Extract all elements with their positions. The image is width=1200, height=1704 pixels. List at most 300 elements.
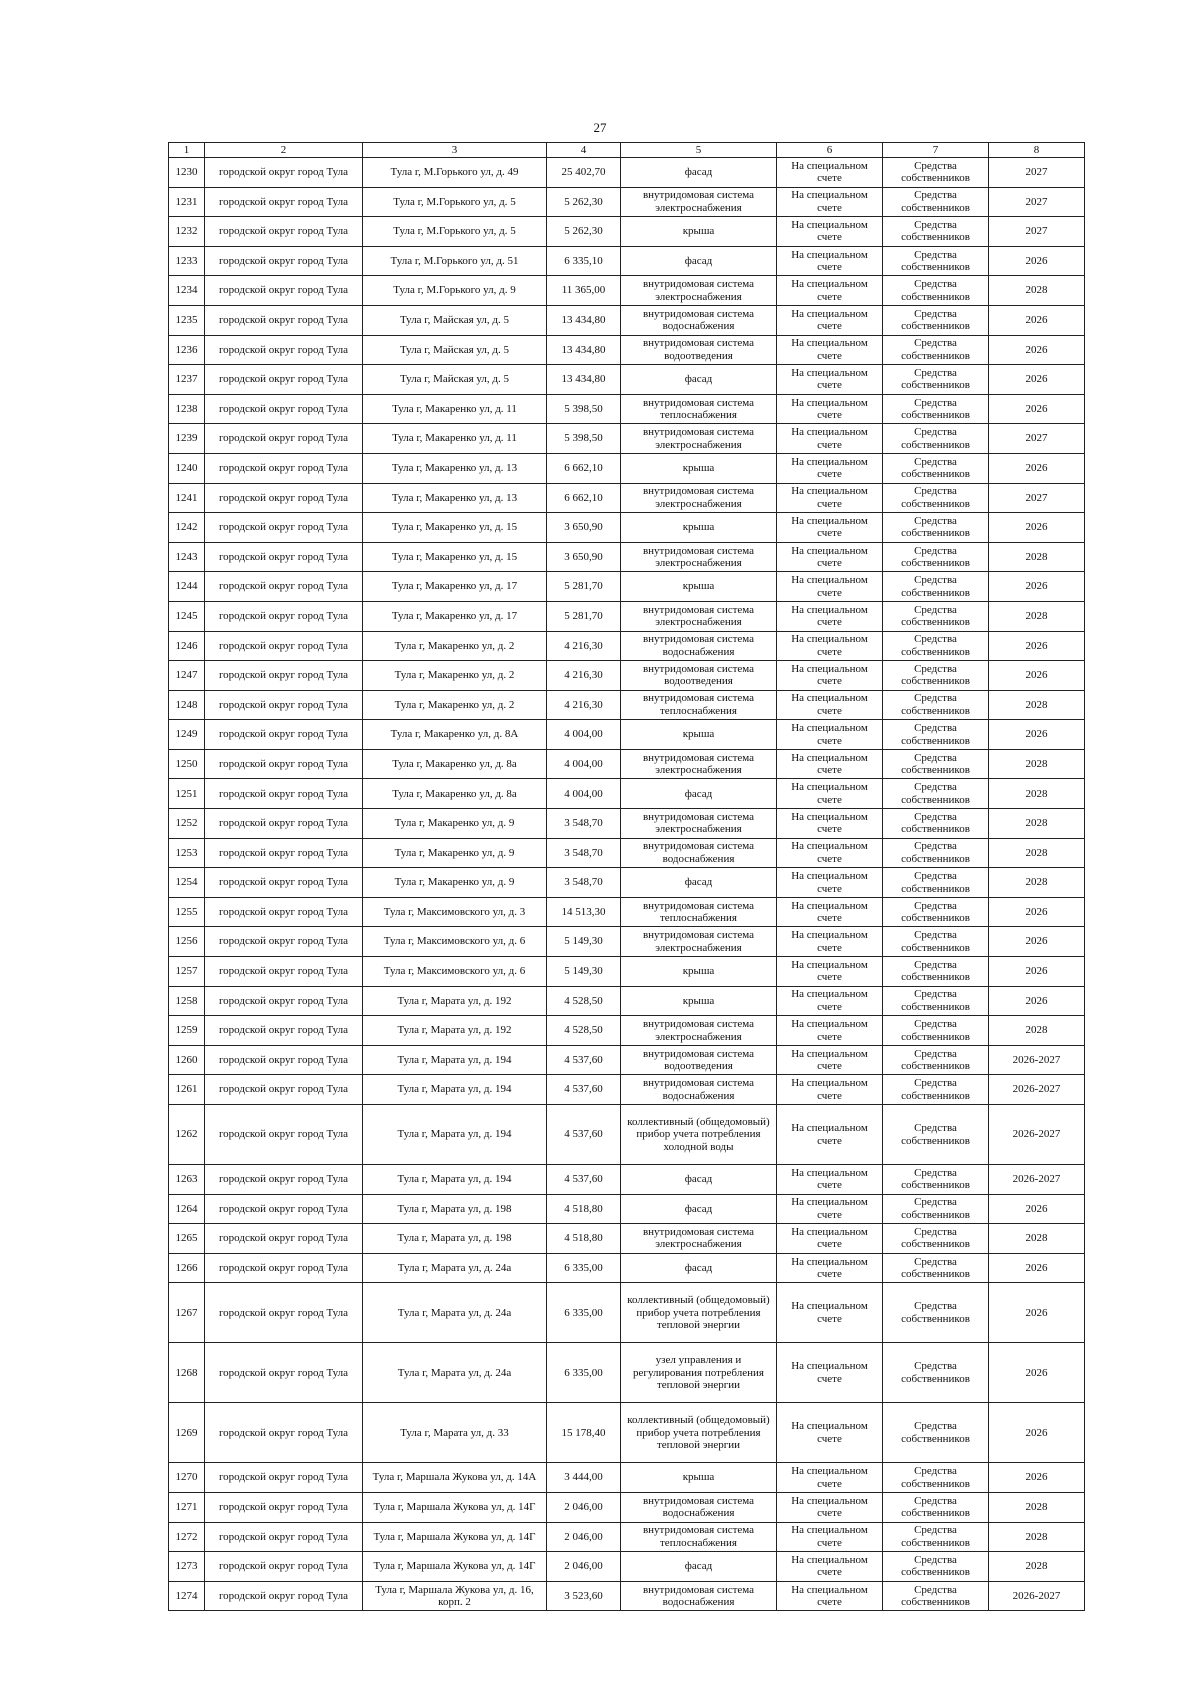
funding-source-cell: Средства собственников — [883, 779, 989, 809]
municipality-cell: городской округ город Тула — [205, 868, 363, 898]
fund-method-cell: На специальном счете — [777, 158, 883, 188]
funding-source-cell: Средства собственников — [883, 513, 989, 543]
row-number-cell: 1251 — [169, 779, 205, 809]
fund-method-cell: На специальном счете — [777, 1224, 883, 1254]
funding-source-cell: Средства собственников — [883, 661, 989, 691]
address-cell: Тула г, Макаренко ул, д. 13 — [363, 453, 547, 483]
address-cell: Тула г, Марата ул, д. 198 — [363, 1194, 547, 1224]
table-row — [169, 542, 1085, 572]
municipality-cell: городской округ город Тула — [205, 1581, 363, 1611]
area-value-cell: 3 548,70 — [547, 868, 621, 898]
address-cell: Тула г, Марата ул, д. 194 — [363, 1105, 547, 1165]
municipality-cell: городской округ город Тула — [205, 809, 363, 839]
work-type-cell: внутридомовая система водоснабжения — [621, 1492, 777, 1522]
funding-source-cell: Средства собственников — [883, 986, 989, 1016]
address-cell: Тула г, Макаренко ул, д. 2 — [363, 690, 547, 720]
municipality-cell: городской округ город Тула — [205, 1105, 363, 1165]
work-type-cell: внутридомовая система водоотведения — [621, 1045, 777, 1075]
work-type-cell: фасад — [621, 158, 777, 188]
year-cell: 2026 — [989, 1343, 1085, 1403]
area-value-cell: 2 046,00 — [547, 1552, 621, 1582]
funding-source-cell: Средства собственников — [883, 809, 989, 839]
year-cell: 2026 — [989, 513, 1085, 543]
work-type-cell: внутридомовая система электроснабжения — [621, 927, 777, 957]
work-type-cell: фасад — [621, 779, 777, 809]
municipality-cell: городской округ город Тула — [205, 1492, 363, 1522]
address-cell: Тула г, Макаренко ул, д. 13 — [363, 483, 547, 513]
funding-source-cell: Средства собственников — [883, 305, 989, 335]
area-value-cell: 5 398,50 — [547, 394, 621, 424]
municipality-cell: городской округ город Тула — [205, 217, 363, 247]
work-type-cell: крыша — [621, 957, 777, 987]
fund-method-cell: На специальном счете — [777, 1165, 883, 1195]
work-type-cell: крыша — [621, 513, 777, 543]
address-cell: Тула г, Марата ул, д. 33 — [363, 1403, 547, 1463]
area-value-cell: 5 281,70 — [547, 572, 621, 602]
funding-source-cell: Средства собственников — [883, 897, 989, 927]
row-number-cell: 1259 — [169, 1016, 205, 1046]
area-value-cell: 4 528,50 — [547, 1016, 621, 1046]
work-type-cell: внутридомовая система электроснабжения — [621, 1224, 777, 1254]
table-row — [169, 513, 1085, 543]
address-cell: Тула г, Марата ул, д. 192 — [363, 1016, 547, 1046]
table-row — [169, 217, 1085, 247]
area-value-cell: 4 004,00 — [547, 779, 621, 809]
address-cell: Тула г, Макаренко ул, д. 2 — [363, 661, 547, 691]
year-cell: 2028 — [989, 601, 1085, 631]
area-value-cell: 4 216,30 — [547, 661, 621, 691]
row-number-cell: 1265 — [169, 1224, 205, 1254]
funding-source-cell: Средства собственников — [883, 1552, 989, 1582]
table-row — [169, 572, 1085, 602]
year-cell: 2026 — [989, 897, 1085, 927]
address-cell: Тула г, Майская ул, д. 5 — [363, 305, 547, 335]
row-number-cell: 1261 — [169, 1075, 205, 1105]
address-cell: Тула г, Марата ул, д. 192 — [363, 986, 547, 1016]
work-type-cell: коллективный (общедомовый) прибор учета потребления холодной воды — [621, 1105, 777, 1165]
funding-source-cell: Средства собственников — [883, 453, 989, 483]
row-number-cell: 1272 — [169, 1522, 205, 1552]
table-row — [169, 631, 1085, 661]
funding-source-cell: Средства собственников — [883, 1522, 989, 1552]
address-cell: Тула г, М.Горького ул, д. 49 — [363, 158, 547, 188]
address-cell: Тула г, Марата ул, д. 194 — [363, 1165, 547, 1195]
table-row — [169, 1253, 1085, 1283]
year-cell: 2028 — [989, 809, 1085, 839]
table-row — [169, 1224, 1085, 1254]
year-cell: 2028 — [989, 690, 1085, 720]
fund-method-cell: На специальном счете — [777, 572, 883, 602]
municipality-cell: городской округ город Тула — [205, 424, 363, 454]
funding-source-cell: Средства собственников — [883, 217, 989, 247]
year-cell: 2026 — [989, 661, 1085, 691]
fund-method-cell: На специальном счете — [777, 1403, 883, 1463]
table-row — [169, 1343, 1085, 1403]
work-type-cell: фасад — [621, 1165, 777, 1195]
municipality-cell: городской округ город Тула — [205, 276, 363, 306]
municipality-cell: городской округ город Тула — [205, 513, 363, 543]
municipality-cell: городской округ город Тула — [205, 1165, 363, 1195]
funding-source-cell: Средства собственников — [883, 158, 989, 188]
row-number-cell: 1258 — [169, 986, 205, 1016]
column-header: 7 — [883, 143, 989, 158]
area-value-cell: 3 650,90 — [547, 513, 621, 543]
funding-source-cell: Средства собственников — [883, 631, 989, 661]
table-row — [169, 1283, 1085, 1343]
address-cell: Тула г, Макаренко ул, д. 8а — [363, 749, 547, 779]
area-value-cell: 6 662,10 — [547, 483, 621, 513]
municipality-cell: городской округ город Тула — [205, 1045, 363, 1075]
municipality-cell: городской округ город Тула — [205, 631, 363, 661]
municipality-cell: городской округ город Тула — [205, 661, 363, 691]
row-number-cell: 1271 — [169, 1492, 205, 1522]
area-value-cell: 4 004,00 — [547, 749, 621, 779]
row-number-cell: 1244 — [169, 572, 205, 602]
year-cell: 2026-2027 — [989, 1075, 1085, 1105]
table-row — [169, 1522, 1085, 1552]
work-type-cell: внутридомовая система водоотведения — [621, 335, 777, 365]
address-cell: Тула г, М.Горького ул, д. 9 — [363, 276, 547, 306]
fund-method-cell: На специальном счете — [777, 957, 883, 987]
address-cell: Тула г, Маршала Жукова ул, д. 14Г — [363, 1522, 547, 1552]
table-row — [169, 809, 1085, 839]
work-type-cell: внутридомовая система электроснабжения — [621, 809, 777, 839]
funding-source-cell: Средства собственников — [883, 1045, 989, 1075]
municipality-cell: городской округ город Тула — [205, 690, 363, 720]
funding-source-cell: Средства собственников — [883, 1403, 989, 1463]
year-cell: 2026-2027 — [989, 1105, 1085, 1165]
municipality-cell: городской округ город Тула — [205, 365, 363, 395]
year-cell: 2026 — [989, 453, 1085, 483]
area-value-cell: 4 537,60 — [547, 1075, 621, 1105]
table-row — [169, 365, 1085, 395]
funding-source-cell: Средства собственников — [883, 394, 989, 424]
table-row — [169, 424, 1085, 454]
row-number-cell: 1252 — [169, 809, 205, 839]
work-type-cell: фасад — [621, 365, 777, 395]
row-number-cell: 1248 — [169, 690, 205, 720]
year-cell: 2026 — [989, 246, 1085, 276]
address-cell: Тула г, Майская ул, д. 5 — [363, 335, 547, 365]
funding-source-cell: Средства собственников — [883, 365, 989, 395]
table-row — [169, 957, 1085, 987]
funding-source-cell: Средства собственников — [883, 1075, 989, 1105]
column-header: 1 — [169, 143, 205, 158]
fund-method-cell: На специальном счете — [777, 1075, 883, 1105]
address-cell: Тула г, Марата ул, д. 194 — [363, 1075, 547, 1105]
work-type-cell: внутридомовая система теплоснабжения — [621, 897, 777, 927]
municipality-cell: городской округ город Тула — [205, 838, 363, 868]
table-row — [169, 1194, 1085, 1224]
table-row — [169, 1492, 1085, 1522]
row-number-cell: 1245 — [169, 601, 205, 631]
work-type-cell: крыша — [621, 986, 777, 1016]
table-row — [169, 720, 1085, 750]
funding-source-cell: Средства собственников — [883, 690, 989, 720]
address-cell: Тула г, Макаренко ул, д. 17 — [363, 572, 547, 602]
year-cell: 2026 — [989, 1283, 1085, 1343]
fund-method-cell: На специальном счете — [777, 986, 883, 1016]
year-cell: 2026 — [989, 1194, 1085, 1224]
row-number-cell: 1257 — [169, 957, 205, 987]
year-cell: 2026-2027 — [989, 1165, 1085, 1195]
row-number-cell: 1231 — [169, 187, 205, 217]
row-number-cell: 1264 — [169, 1194, 205, 1224]
municipality-cell: городской округ город Тула — [205, 957, 363, 987]
table-body — [169, 158, 1085, 1611]
work-type-cell: фасад — [621, 1253, 777, 1283]
year-cell: 2028 — [989, 1224, 1085, 1254]
year-cell: 2027 — [989, 424, 1085, 454]
year-cell: 2027 — [989, 187, 1085, 217]
address-cell: Тула г, М.Горького ул, д. 51 — [363, 246, 547, 276]
municipality-cell: городской округ город Тула — [205, 394, 363, 424]
municipality-cell: городской округ город Тула — [205, 1253, 363, 1283]
fund-method-cell: На специальном счете — [777, 217, 883, 247]
municipality-cell: городской округ город Тула — [205, 897, 363, 927]
row-number-cell: 1246 — [169, 631, 205, 661]
fund-method-cell: На специальном счете — [777, 394, 883, 424]
funding-source-cell: Средства собственников — [883, 483, 989, 513]
row-number-cell: 1250 — [169, 749, 205, 779]
funding-source-cell: Средства собственников — [883, 1463, 989, 1493]
year-cell: 2026-2027 — [989, 1581, 1085, 1611]
work-type-cell: внутридомовая система теплоснабжения — [621, 1522, 777, 1552]
fund-method-cell: На специальном счете — [777, 690, 883, 720]
municipality-cell: городской округ город Тула — [205, 1194, 363, 1224]
table-row — [169, 305, 1085, 335]
funding-source-cell: Средства собственников — [883, 720, 989, 750]
work-type-cell: фасад — [621, 1552, 777, 1582]
address-cell: Тула г, Макаренко ул, д. 11 — [363, 424, 547, 454]
column-header: 4 — [547, 143, 621, 158]
address-cell: Тула г, Маршала Жукова ул, д. 14А — [363, 1463, 547, 1493]
address-cell: Тула г, Майская ул, д. 5 — [363, 365, 547, 395]
year-cell: 2028 — [989, 542, 1085, 572]
address-cell: Тула г, М.Горького ул, д. 5 — [363, 187, 547, 217]
work-type-cell: внутридомовая система электроснабжения — [621, 483, 777, 513]
row-number-cell: 1249 — [169, 720, 205, 750]
area-value-cell: 13 434,80 — [547, 365, 621, 395]
work-type-cell: внутридомовая система водоснабжения — [621, 1075, 777, 1105]
work-type-cell: крыша — [621, 1463, 777, 1493]
area-value-cell: 4 518,80 — [547, 1194, 621, 1224]
fund-method-cell: На специальном счете — [777, 779, 883, 809]
area-value-cell: 3 548,70 — [547, 809, 621, 839]
table-row — [169, 158, 1085, 188]
funding-source-cell: Средства собственников — [883, 868, 989, 898]
fund-method-cell: На специальном счете — [777, 838, 883, 868]
fund-method-cell: На специальном счете — [777, 513, 883, 543]
area-value-cell: 4 537,60 — [547, 1105, 621, 1165]
area-value-cell: 5 398,50 — [547, 424, 621, 454]
row-number-cell: 1232 — [169, 217, 205, 247]
area-value-cell: 6 335,00 — [547, 1253, 621, 1283]
column-header: 5 — [621, 143, 777, 158]
work-type-cell: коллективный (общедомовый) прибор учета потребления тепловой энергии — [621, 1403, 777, 1463]
area-value-cell: 13 434,80 — [547, 335, 621, 365]
municipality-cell: городской округ город Тула — [205, 1343, 363, 1403]
municipality-cell: городской округ город Тула — [205, 246, 363, 276]
area-value-cell: 5 281,70 — [547, 601, 621, 631]
area-value-cell: 5 262,30 — [547, 187, 621, 217]
table-row — [169, 335, 1085, 365]
fund-method-cell: На специальном счете — [777, 927, 883, 957]
column-header: 8 — [989, 143, 1085, 158]
fund-method-cell: На специальном счете — [777, 424, 883, 454]
area-value-cell: 13 434,80 — [547, 305, 621, 335]
municipality-cell: городской округ город Тула — [205, 1552, 363, 1582]
year-cell: 2026 — [989, 957, 1085, 987]
work-type-cell: внутридомовая система электроснабжения — [621, 749, 777, 779]
address-cell: Тула г, Макаренко ул, д. 17 — [363, 601, 547, 631]
year-cell: 2026 — [989, 927, 1085, 957]
column-header: 3 — [363, 143, 547, 158]
area-value-cell: 4 537,60 — [547, 1165, 621, 1195]
table-row — [169, 1463, 1085, 1493]
year-cell: 2028 — [989, 1492, 1085, 1522]
fund-method-cell: На специальном счете — [777, 809, 883, 839]
area-value-cell: 15 178,40 — [547, 1403, 621, 1463]
table-row — [169, 838, 1085, 868]
municipality-cell: городской округ город Тула — [205, 1463, 363, 1493]
area-value-cell: 25 402,70 — [547, 158, 621, 188]
area-value-cell: 6 335,00 — [547, 1343, 621, 1403]
funding-source-cell: Средства собственников — [883, 601, 989, 631]
fund-method-cell: На специальном счете — [777, 305, 883, 335]
area-value-cell: 6 335,10 — [547, 246, 621, 276]
municipality-cell: городской округ город Тула — [205, 483, 363, 513]
year-cell: 2027 — [989, 483, 1085, 513]
column-header: 6 — [777, 143, 883, 158]
year-cell: 2028 — [989, 1522, 1085, 1552]
funding-source-cell: Средства собственников — [883, 1165, 989, 1195]
row-number-cell: 1234 — [169, 276, 205, 306]
funding-source-cell: Средства собственников — [883, 276, 989, 306]
municipality-cell: городской округ город Тула — [205, 749, 363, 779]
work-type-cell: внутридомовая система электроснабжения — [621, 601, 777, 631]
table-row — [169, 749, 1085, 779]
table-row — [169, 276, 1085, 306]
year-cell: 2027 — [989, 217, 1085, 247]
year-cell: 2028 — [989, 276, 1085, 306]
fund-method-cell: На специальном счете — [777, 868, 883, 898]
row-number-cell: 1270 — [169, 1463, 205, 1493]
row-number-cell: 1256 — [169, 927, 205, 957]
row-number-cell: 1235 — [169, 305, 205, 335]
table-row — [169, 897, 1085, 927]
row-number-cell: 1269 — [169, 1403, 205, 1463]
fund-method-cell: На специальном счете — [777, 365, 883, 395]
row-number-cell: 1263 — [169, 1165, 205, 1195]
municipality-cell: городской округ город Тула — [205, 542, 363, 572]
area-value-cell: 2 046,00 — [547, 1522, 621, 1552]
table-row — [169, 1165, 1085, 1195]
funding-source-cell: Средства собственников — [883, 1194, 989, 1224]
funding-source-cell: Средства собственников — [883, 572, 989, 602]
row-number-cell: 1237 — [169, 365, 205, 395]
area-value-cell: 6 335,00 — [547, 1283, 621, 1343]
table-row — [169, 986, 1085, 1016]
fund-method-cell: На специальном счете — [777, 631, 883, 661]
table-row — [169, 1075, 1085, 1105]
row-number-cell: 1240 — [169, 453, 205, 483]
year-cell: 2026 — [989, 365, 1085, 395]
work-type-cell: внутридомовая система электроснабжения — [621, 187, 777, 217]
work-type-cell: крыша — [621, 453, 777, 483]
table-row — [169, 661, 1085, 691]
municipality-cell: городской округ город Тула — [205, 187, 363, 217]
fund-method-cell: На специальном счете — [777, 1522, 883, 1552]
municipality-cell: городской округ город Тула — [205, 601, 363, 631]
row-number-cell: 1253 — [169, 838, 205, 868]
year-cell: 2026 — [989, 631, 1085, 661]
row-number-cell: 1239 — [169, 424, 205, 454]
area-value-cell: 3 548,70 — [547, 838, 621, 868]
funding-source-cell: Средства собственников — [883, 927, 989, 957]
municipality-cell: городской округ город Тула — [205, 1283, 363, 1343]
area-value-cell: 4 537,60 — [547, 1045, 621, 1075]
year-cell: 2026 — [989, 335, 1085, 365]
funding-source-cell: Средства собственников — [883, 542, 989, 572]
work-type-cell: коллективный (общедомовый) прибор учета потребления тепловой энергии — [621, 1283, 777, 1343]
funding-source-cell: Средства собственников — [883, 187, 989, 217]
fund-method-cell: На специальном счете — [777, 1016, 883, 1046]
row-number-cell: 1260 — [169, 1045, 205, 1075]
municipality-cell: городской округ город Тула — [205, 1522, 363, 1552]
work-type-cell: узел управления и регулирования потребления тепловой энергии — [621, 1343, 777, 1403]
work-type-cell: фасад — [621, 1194, 777, 1224]
fund-method-cell: На специальном счете — [777, 1552, 883, 1582]
address-cell: Тула г, Максимовского ул, д. 6 — [363, 927, 547, 957]
row-number-cell: 1242 — [169, 513, 205, 543]
row-number-cell: 1255 — [169, 897, 205, 927]
municipality-cell: городской округ город Тула — [205, 305, 363, 335]
year-cell: 2028 — [989, 1552, 1085, 1582]
fund-method-cell: На специальном счете — [777, 1045, 883, 1075]
row-number-cell: 1254 — [169, 868, 205, 898]
work-type-cell: внутридомовая система электроснабжения — [621, 276, 777, 306]
area-value-cell: 3 650,90 — [547, 542, 621, 572]
address-cell: Тула г, Макаренко ул, д. 15 — [363, 542, 547, 572]
area-value-cell: 3 523,60 — [547, 1581, 621, 1611]
work-type-cell: внутридомовая система теплоснабжения — [621, 690, 777, 720]
address-cell: Тула г, Макаренко ул, д. 15 — [363, 513, 547, 543]
funding-source-cell: Средства собственников — [883, 246, 989, 276]
address-cell: Тула г, Марата ул, д. 24а — [363, 1253, 547, 1283]
capital-repair-table — [168, 142, 1085, 1611]
table-row — [169, 1552, 1085, 1582]
municipality-cell: городской округ город Тула — [205, 927, 363, 957]
column-number-header-row — [169, 143, 1085, 158]
column-header: 2 — [205, 143, 363, 158]
fund-method-cell: На специальном счете — [777, 1492, 883, 1522]
municipality-cell: городской округ город Тула — [205, 335, 363, 365]
address-cell: Тула г, Макаренко ул, д. 9 — [363, 868, 547, 898]
address-cell: Тула г, Марата ул, д. 194 — [363, 1045, 547, 1075]
row-number-cell: 1238 — [169, 394, 205, 424]
year-cell: 2026 — [989, 305, 1085, 335]
work-type-cell: внутридомовая система водоснабжения — [621, 305, 777, 335]
municipality-cell: городской округ город Тула — [205, 1224, 363, 1254]
funding-source-cell: Средства собственников — [883, 957, 989, 987]
row-number-cell: 1267 — [169, 1283, 205, 1343]
fund-method-cell: На специальном счете — [777, 1105, 883, 1165]
area-value-cell: 11 365,00 — [547, 276, 621, 306]
year-cell: 2028 — [989, 779, 1085, 809]
address-cell: Тула г, Маршала Жукова ул, д. 16, корп. 2 — [363, 1581, 547, 1611]
year-cell: 2026 — [989, 986, 1085, 1016]
